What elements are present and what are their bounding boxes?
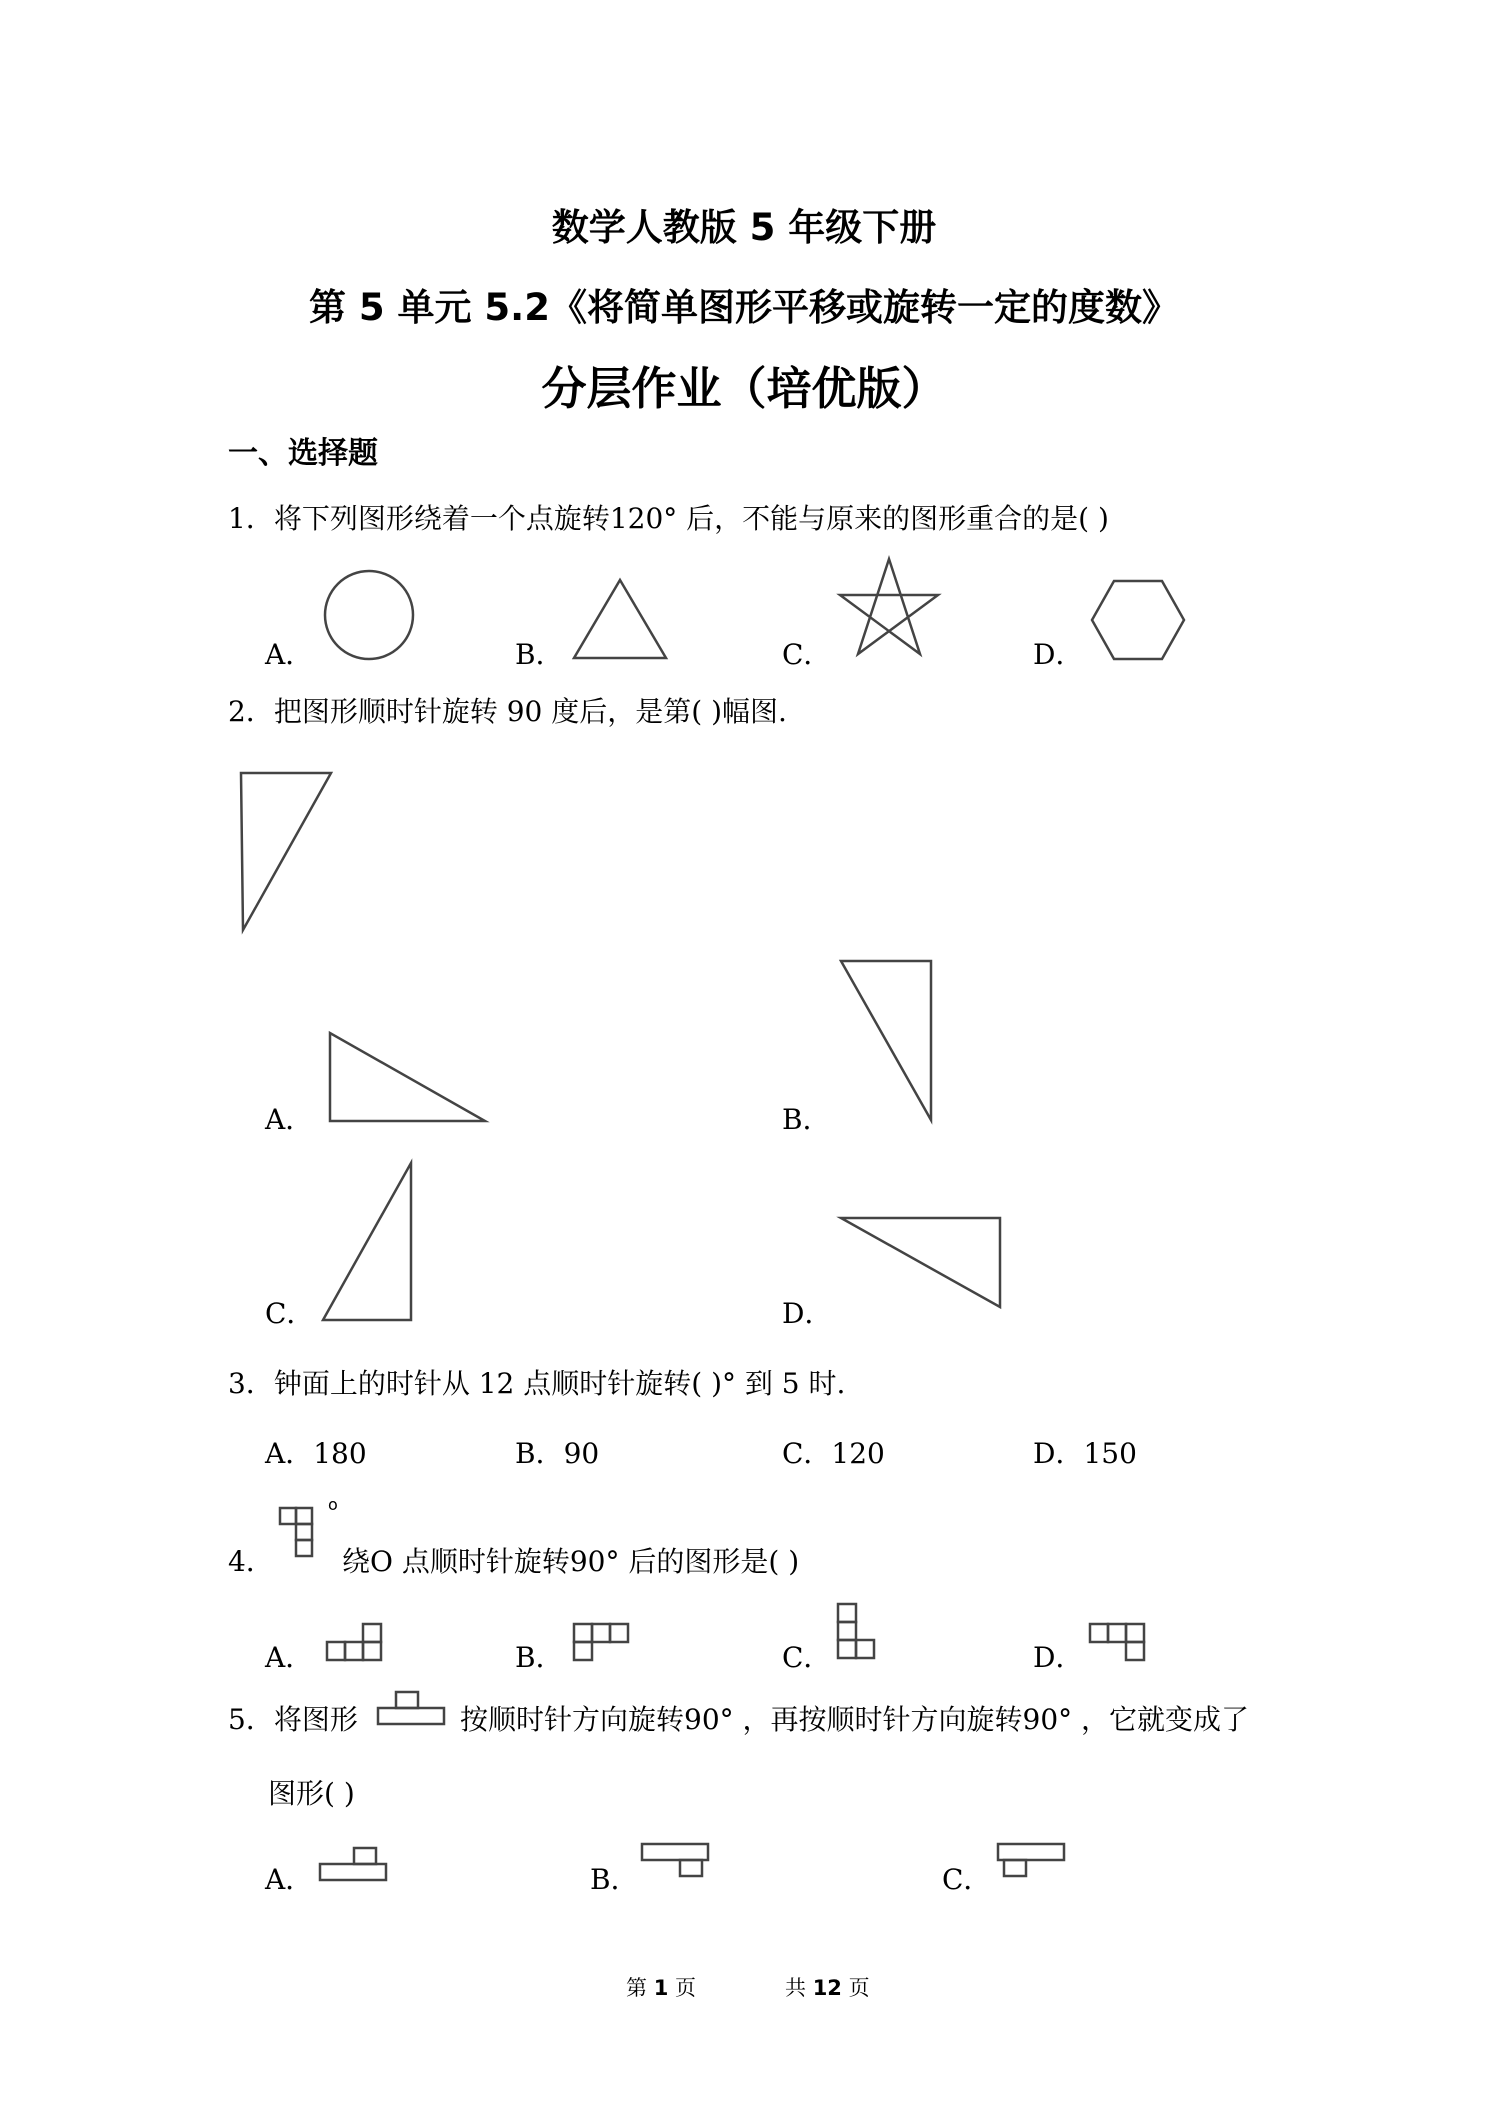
q1-option-b-label: B． <box>515 638 564 671</box>
total-prefix: 共 <box>785 1976 806 2000</box>
question-5-text-after: 按顺时针方向旋转90° ，再按顺时针方向旋转90° ，它就变成了 <box>460 1703 1250 1736</box>
q4-option-c-label: C． <box>782 1641 832 1674</box>
worksheet-title: 分层作业（培优版） <box>541 362 947 415</box>
q2-option-b-label: B． <box>782 1103 831 1136</box>
q1-triangle-icon <box>570 578 670 664</box>
q2-option-b-triangle-icon <box>838 958 934 1124</box>
q1-option-a-label: A． <box>265 638 314 671</box>
q4-option-c-block-icon <box>836 1602 878 1662</box>
page-total <box>785 1972 870 2002</box>
q4-pivot-label: o <box>328 1495 338 1514</box>
q1-circle-icon <box>322 568 416 662</box>
q4-option-b-block-icon <box>572 1622 632 1664</box>
q5-original-t-block-icon <box>376 1690 448 1728</box>
unit-title: 第 5 单元 5.2《将简单图形平移或旋转一定的度数》 <box>309 286 1179 329</box>
q1-option-c-label: C． <box>782 638 832 671</box>
q4-option-d-block-icon <box>1088 1622 1148 1664</box>
total-suffix: 页 <box>848 1976 870 2000</box>
q1-star-icon <box>836 556 942 662</box>
q4-option-d-label: D． <box>1033 1641 1084 1674</box>
current-page: 1 <box>653 1976 669 2000</box>
q5-option-c-t-block-icon <box>996 1842 1068 1882</box>
q2-option-d-triangle-icon <box>838 1215 1004 1311</box>
q5-option-a-t-block-icon <box>318 1846 390 1884</box>
total-pages: 12 <box>812 1976 842 2000</box>
q5-option-c-label: C． <box>942 1863 992 1896</box>
page-number <box>626 1972 696 2002</box>
q3-option-a: A．180 <box>265 1437 367 1470</box>
q4-option-b-label: B． <box>515 1641 564 1674</box>
question-1-text: 1．将下列图形绕着一个点旋转120° 后，不能与原来的图形重合的是( ) <box>228 502 1109 535</box>
q1-hexagon-icon <box>1090 578 1186 662</box>
q5-option-a-label: A． <box>265 1863 314 1896</box>
q3-option-b: B．90 <box>515 1437 600 1470</box>
q4-option-a-label: A． <box>265 1641 314 1674</box>
q4-original-block-icon <box>278 1498 318 1562</box>
page-prefix: 第 <box>626 1976 647 2000</box>
question-4-number: 4． <box>228 1545 274 1578</box>
q3-option-d: D．150 <box>1033 1437 1137 1470</box>
document-title: 数学人教版 5 年级下册 <box>551 206 937 249</box>
question-2-text: 2．把图形顺时针旋转 90 度后，是第( )幅图. <box>228 695 787 728</box>
page-suffix: 页 <box>675 1976 696 2000</box>
q5-option-b-t-block-icon <box>640 1842 712 1882</box>
question-5-text-line2: 图形( ) <box>268 1777 355 1810</box>
q2-option-c-triangle-icon <box>320 1160 416 1324</box>
section-title: 一、选择题 <box>228 436 378 471</box>
q2-original-triangle-icon <box>238 770 334 934</box>
q2-option-d-label: D． <box>782 1297 833 1330</box>
question-5-text-before: 5．将图形 <box>228 1703 358 1736</box>
question-3-text: 3．钟面上的时针从 12 点顺时针旋转( )° 到 5 时. <box>228 1367 846 1400</box>
q2-option-a-triangle-icon <box>325 1028 491 1126</box>
q2-option-c-label: C． <box>265 1297 315 1330</box>
q4-option-a-block-icon <box>325 1622 385 1664</box>
q3-option-c: C．120 <box>782 1437 885 1470</box>
q1-option-d-label: D． <box>1033 638 1084 671</box>
question-4-text: 绕O 点顺时针旋转90° 后的图形是( ) <box>342 1545 800 1578</box>
q2-option-a-label: A． <box>265 1103 314 1136</box>
q5-option-b-label: B． <box>590 1863 639 1896</box>
